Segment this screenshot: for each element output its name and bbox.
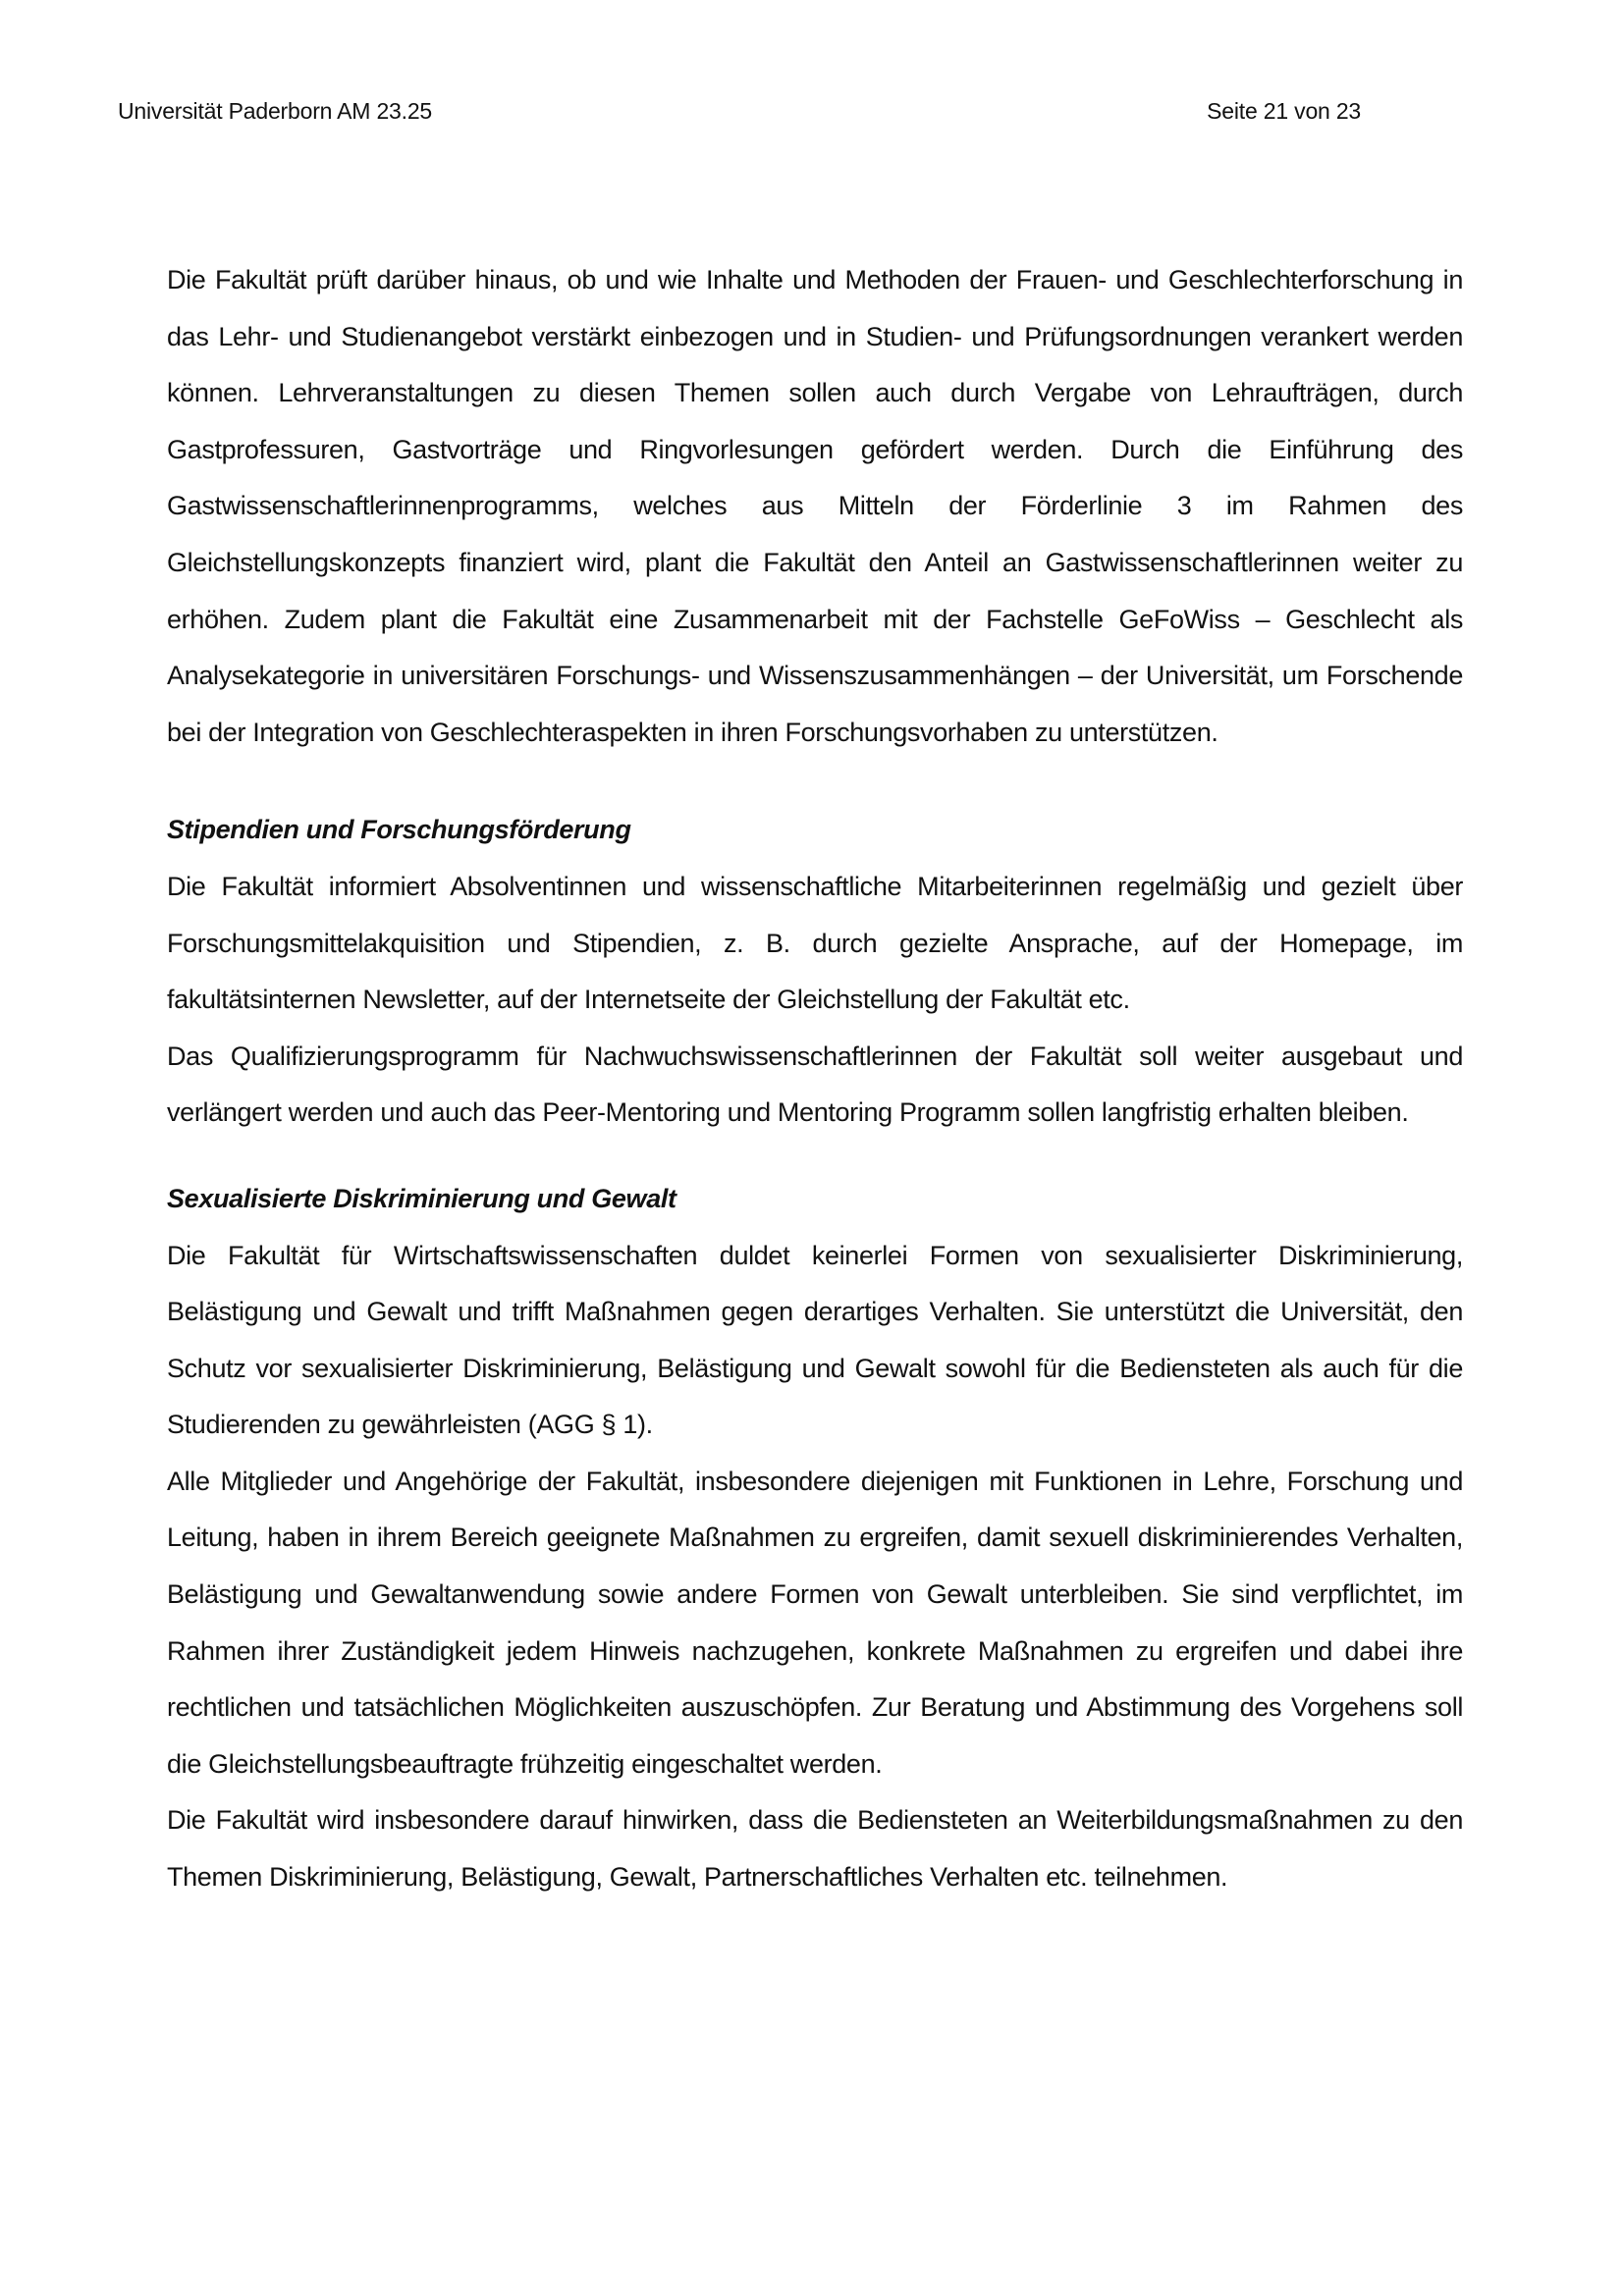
diskriminierung-paragraph-3: Die Fakultät wird insbesondere darauf hinwirken, dass die Bediensteten an Weiterbildungsmaßnahmen zu den Themen Diskriminierung, Belästigung, Gewalt, Partnerschaftliches Verhalten etc. teilnehmen. [167,1805,1463,1893]
section-spacer [167,1142,1463,1171]
heading-diskriminierung: Sexualisierte Diskriminierung und Gewalt [167,1183,676,1213]
header-page-number: Seite 21 von 23 [1207,98,1361,124]
diskriminierung-paragraph-2: Alle Mitglieder und Angehörige der Fakultät, insbesondere diejenigen mit Funktionen in Lehre, Forschung und Leitung, haben in ihrem Bereich geeignete Maßnahmen zu ergreifen, damit sexuell diskriminierendes Verhalten, Belästigung und Gewaltanwendung sowie andere Formen von Gewalt unterbleiben. Sie sind verpflichtet, im Rahmen ihrer Zuständigkeit jedem Hinweis nachzugehen, konkrete Maßnahmen zu ergreifen und dabei ihre rechtlichen und tatsächlichen Möglichkeiten auszuschöpfen. Zur Beratung und Abstimmung des Vorgehens soll die Gleichstellungsbeauftragte frühzeitig eingeschaltet werden. [167,1466,1463,1779]
header-publication: Universität Paderborn AM 23.25 [118,98,433,124]
page-header [118,98,1361,125]
stipendien-paragraph-1: Die Fakultät informiert Absolventinnen und wissenschaftliche Mitarbeiterinnen regelmäßig und gezielt über Forschungsmittelakquisition und Stipendien, z. B. durch gezielte Ansprache, auf der Homepage, im fakultätsinternen Newsletter, auf der Internetseite der Gleichstellung der Fakultät etc. [167,871,1463,1015]
stipendien-paragraph-2: Das Qualifizierungsprogramm für Nachwuchswissenschaftlerinnen der Fakultät soll weiter ausgebaut und verlängert werden und auch das Peer-Mentoring und Mentoring Programm sollen langfristig erhalten bleiben. [167,1041,1463,1128]
section-spacer [167,761,1463,802]
heading-stipendien: Stipendien und Forschungsförderung [167,815,631,845]
diskriminierung-paragraph-1: Die Fakultät für Wirtschaftswissenschaften duldet keinerlei Formen von sexualisierter Diskriminierung, Belästigung und Gewalt und trifft Maßnahmen gegen derartiges Verhalten. Sie unterstützt die Universität, den Schutz vor sexualisierter Diskriminierung, Belästigung und Gewalt sowohl für die Bediensteten als auch für die Studierenden zu gewährleisten (AGG § 1). [167,1240,1463,1440]
document-body [167,252,1463,1906]
intro-paragraph: Die Fakultät prüft darüber hinaus, ob und wie Inhalte und Methoden der Frauen- und Geschlechterforschung in das Lehr- und Studienangebot verstärkt einbezogen und in Studien- und Prüfungsordnungen verankert werden können. Lehrveranstaltungen zu diesen Themen sollen auch durch Vergabe von Lehraufträgen, durch Gastprofessuren, Gastvorträge und Ringvorlesungen gefördert werden. Durch die Einführung des Gastwissenschaftlerinnenprogramms, welches aus Mitteln der Förderlinie 3 im Rahmen des Gleichstellungskonzepts finanziert wird, plant die Fakultät den Anteil an Gastwissenschaftlerinnen weiter zu erhöhen. Zudem plant die Fakultät eine Zusammenarbeit mit der Fachstelle GeFoWiss – Geschlecht als Analysekategorie in universitären Forschungs- und Wissenszusammenhängen – der Universität, um Forschende bei der Integration von Geschlechteraspekten in ihren Forschungsvorhaben zu unterstützen. [167,265,1463,747]
